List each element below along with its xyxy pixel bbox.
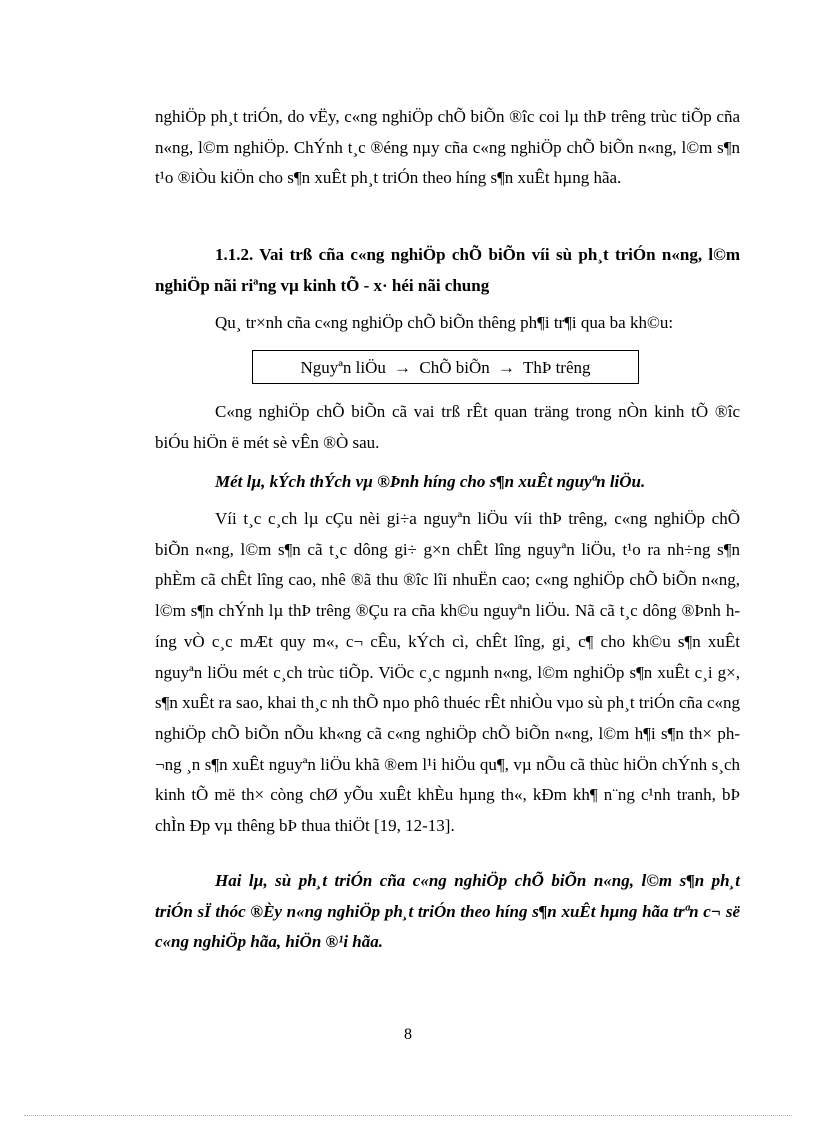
main-paragraph: Víi t¸c c¸ch lµ cÇu nèi gi÷a nguyªn liÖu víi thÞ trêng, c«ng nghiÖp chÕ biÕn n«ng, l©m s¶n cã t¸c dông gi÷ g×n chÊt lîng nguyªn liÖu, t¹o ra nh÷ng s¶n phÈm cã chÊt lîng cao, nhê ®ã thu ®îc lîi nhuËn cao; c«ng nghiÖp chÕ biÕn n«ng, l©m s¶n chÝnh lµ thÞ trêng ®Çu ra cña kh©u nguyªn liÖu. Nã cã t¸c dông ®Þnh híng vÒ c¸c mÆt quy m«, c¬ cÊu, kÝch cì, chÊt lîng, gi¸ c¶ cho kh©u s¶n xuÊt nguyªn liÖu mét c¸ch trùc tiÕp. ViÖc c¸c ngµnh n«ng, l©m nghiÖp s¶n xuÊt c¸i g×, s¶n xuÊt ra sao, khai th¸c nh thÕ nµo phô thuéc rÊt nhiÒu vµo sù ph¸t triÓn cña c«ng nghiÖp chÕ biÕn nÕu kh«ng cã c«ng nghiÖp chÕ biÕn n«ng, l©m h¶i s¶n th× ph¬ng ¸n s¶n xuÊt nguyªn liÖu khã ®em l¹i hiÖu qu¶, vµ nÕu cã thùc hiÖn chÝnh s¸ch kinh tÕ më th× còng chØ yÕu xuÊt khÈu hµng th«, kÐm kh¶ n¨ng c¹nh tranh, bÞ chÌn Ðp vµ thêng bÞ thua thiÖt [19, 12-13]. [155,509,740,836]
right-arrow-icon: → [394,358,412,377]
section-heading: 1.1.2. Vai trß cña c«ng nghiÖp chÕ biÕn víi sù ph¸t triÓn n«ng, l©m nghiÖp nãi riªng vµ kinh tÕ - x· héi nãi chung [155,245,740,295]
right-arrow-icon: → [498,358,516,377]
intro-paragraph: nghiÖp ph¸t triÓn, do vËy, c«ng nghiÖp chÕ biÕn ®îc coi lµ thÞ trêng trùc tiÕp cña n«ng, l©m nghiÖp. ChÝnh t¸c ®éng nµy cña c«ng nghiÖp chÕ biÕn n«ng, l©m s¶n t¹o ®iÒu kiÖn cho s¶n xuÊt ph¸t triÓn theo híng s¶n xuÊt hµng hãa. [155,107,740,188]
subheading-one: Mét lµ, kÝch thÝch vµ ®Þnh híng cho s¶n xuÊt nguyªn liÖu. [215,472,646,491]
flow-step-processing: ChÕ biÕn [419,358,490,377]
process-intro-paragraph: Qu¸ tr×nh cña c«ng nghiÖp chÕ biÕn thêng ph¶i tr¶i qua ba kh©u: [215,313,674,332]
process-flow-box [252,350,639,384]
bottom-dotted-divider [24,1115,792,1116]
page-number: 8 [404,1026,412,1043]
role-paragraph: C«ng nghiÖp chÕ biÕn cã vai trß rÊt quan träng trong nÒn kinh tÕ ®îc biÓu hiÖn ë mét sè vÊn ®Ò sau. [155,402,740,452]
flow-step-market: ThÞ trêng [523,358,591,377]
subheading-two: Hai lµ, sù ph¸t triÓn cña c«ng nghiÖp chÕ biÕn n«ng, l©m s¶n ph¸t triÓn sÏ thóc ®Èy n«ng nghiÖp ph¸t triÓn theo híng s¶n xuÊt hµng hãa trªn c¬ së c«ng nghiÖp hãa, hiÖn ®¹i hãa. [155,871,740,952]
flow-step-raw-material: Nguyªn liÖu [300,358,386,377]
